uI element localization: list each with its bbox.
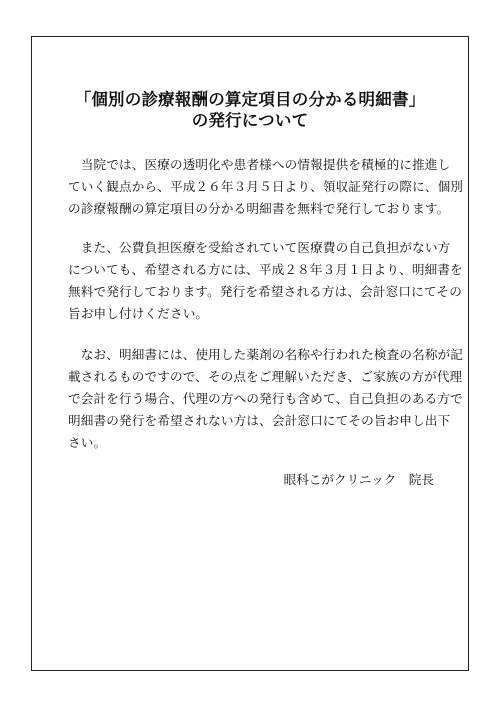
paragraph-line: 無料で発行しております。発行を希望される方は、会計窓口にてその xyxy=(68,284,463,299)
paragraph-line: についても、希望される方には、平成２８年３月１日より、明細書を xyxy=(68,262,463,277)
paragraph-line: 旨お申し付けください。 xyxy=(68,306,209,321)
paragraph-proxy-notice xyxy=(68,344,464,454)
notice-title-line-2: の発行について xyxy=(191,111,309,130)
paragraph-line: の診療報酬の算定項目の分かる明細書を無料で発行しております。 xyxy=(68,201,450,216)
paragraph-line: ていく観点から、平成２６年３月５日より、領収証発行の際に、個別 xyxy=(68,179,464,194)
paragraph-line: 当院では、医療の透明化や患者様への情報提供を積極的に推進し xyxy=(68,157,451,172)
paragraph-line: さい。 xyxy=(68,435,107,450)
notice-title-line-1: 「個別の診療報酬の算定項目の分かる明細書」 xyxy=(74,90,426,109)
paragraph-line: 明細書の発行を希望されない方は、会計窓口にてその旨お申し出下 xyxy=(68,413,451,428)
paragraph-line: 載されるものですので、その点をご理解いただき、ご家族の方が代理 xyxy=(68,369,463,384)
paragraph-introduction xyxy=(68,154,464,220)
paragraph-public-expense xyxy=(68,237,463,325)
paragraph-line: で会計を行う場合、代理の方への発行も含めて、自己負担のある方で xyxy=(68,391,463,406)
paragraph-line: なお、明細書には、使用した薬剤の名称や行われた検査の名称が記 xyxy=(68,347,464,362)
paragraph-line: また、公費負担医療を受給されていて医療費の自己負担がない方 xyxy=(68,240,451,255)
clinic-signature: 眼科こがクリニック 院長 xyxy=(283,472,434,487)
